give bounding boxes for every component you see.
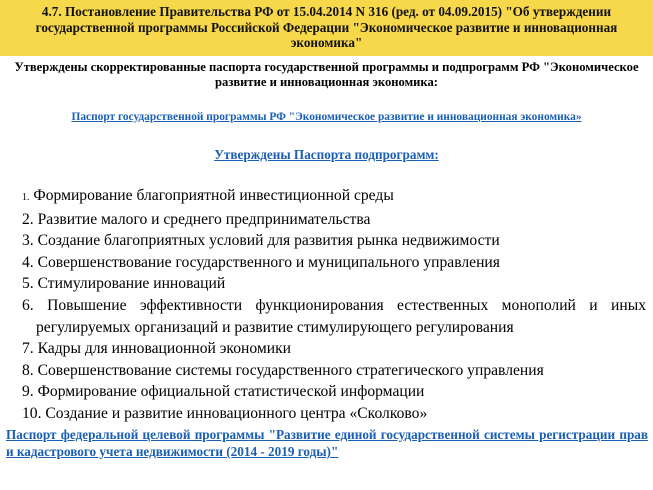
- list-item-text: Создание и развитие инновационного центра «Сколково»: [41, 404, 428, 422]
- list-item-text: Развитие малого и среднего предпринимательства: [33, 210, 371, 228]
- list-item: [22, 403, 646, 425]
- list-item-text: Повышение эффективности функционирования естественных монополий и иных регулируемых организаций и развитие стимулирующего регулирования: [33, 296, 646, 336]
- list-item: [22, 295, 646, 338]
- list-item: [22, 381, 646, 403]
- list-item-number: 8.: [22, 361, 34, 379]
- list-item: [22, 338, 646, 360]
- federal-link-container: [6, 426, 648, 460]
- list-item-number: 10.: [22, 404, 42, 422]
- title-banner: [0, 0, 653, 56]
- subprogram-list: [22, 185, 646, 425]
- passport-link[interactable]: Паспорт государственной программы РФ "Экономическое развитие и инновационная экономика»: [71, 111, 582, 123]
- list-item: [22, 252, 646, 274]
- list-item-text: Создание благоприятных условий для развития рынка недвижимости: [33, 232, 500, 250]
- list-item-text: Совершенствование системы государственного стратегического управления: [33, 361, 544, 379]
- subtitle: Утверждены скорректированные паспорта государственной программы и подпрограмм РФ "Экономическое развитие и инновационная экономика:: [14, 60, 639, 89]
- list-item-text: Стимулирование инноваций: [33, 275, 226, 293]
- list-item: [22, 230, 646, 252]
- subprograms-link-container: [0, 147, 653, 163]
- passport-link-container: [0, 110, 653, 124]
- list-item-number: 5.: [22, 275, 34, 293]
- list-item-text: Кадры для инновационной экономики: [33, 340, 291, 358]
- list-item: [22, 273, 646, 295]
- list-item: [22, 185, 646, 209]
- list-item-text: Совершенствование государственного и муниципального управления: [33, 253, 500, 271]
- page-title: 4.7. Постановление Правительства РФ от 15.04.2014 N 316 (ред. от 04.09.2015) "Об утверждении государственной программы Российской Федерации "Экономическое развитие и инновационная экономика": [35, 4, 618, 50]
- list-item-number: 3.: [22, 232, 34, 250]
- list-item: [22, 360, 646, 382]
- list-item-text: Формирование благоприятной инвестиционной среды: [29, 187, 394, 204]
- list-item-number: 4.: [22, 253, 34, 271]
- list-item-number: 7.: [22, 340, 34, 358]
- list-item-text: Формирование официальной статистической информации: [33, 383, 425, 401]
- subprograms-link[interactable]: Утверждены Паспорта подпрограмм:: [214, 147, 439, 162]
- list-item-number: 1.: [22, 192, 30, 203]
- list-item-number: 9.: [22, 383, 34, 401]
- list-item-number: 6.: [22, 296, 34, 314]
- list-item-number: 2.: [22, 210, 34, 228]
- list-item: [22, 209, 646, 231]
- federal-program-link[interactable]: Паспорт федеральной целевой программы "Развитие единой государственной системы регистрации прав и кадастрового учета недвижимости (2014 - 2019 годы)": [6, 427, 648, 459]
